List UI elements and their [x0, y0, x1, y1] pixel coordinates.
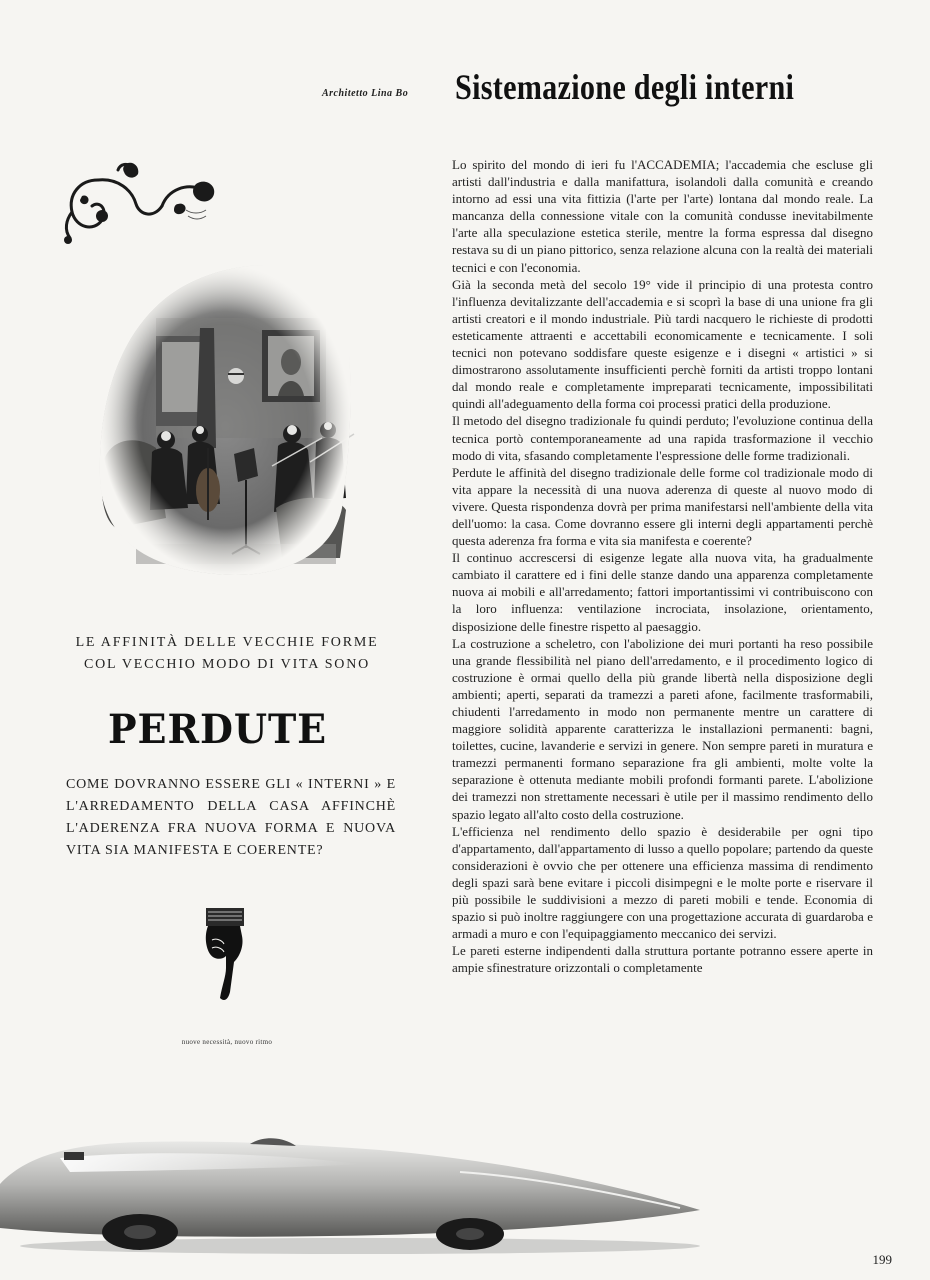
paragraph: Lo spirito del mondo di ieri fu l'ACCADEMIA; l'accademia che escluse gli artisti dall'industria e dalla manifattura, isolandoli dalla comunità e creando intorno ad essi una vita fittizia (l'arte per l'arte) lontana dal mondo reale. La mancanza della connessione vitale con la comunità condusse inevitabilmente l'arte alla speculazione estetica sterile, mentre la forma espressa dal disegno restava su di un piano pittorico, senza relazione alcuna con la realtà dei materiali tecnici e con l'economia.	[452, 157, 873, 275]
left-tagline-block	[58, 632, 396, 676]
page-number: 199	[872, 1252, 892, 1267]
paragraph: Perdute le affinità del disegno tradizionale delle forme col tradizionale modo di vita appare la necessità di una nuova aderenza di queste al nuovo modo di vivere. Questa rispondenza dovrà per prima manifestarsi nell'ambiente della vita dell'uomo: la casa. Come dovranno essere gli interni degli appartamenti perchè questa aderenza fra forma e vita sia manifesta e coerente?	[452, 464, 873, 549]
pointing-hand-icon	[200, 906, 250, 1002]
paragraph: Le pareti esterne indipendenti dalla struttura portante potranno essere aperte in ampie sfinestrature orizzontali o completamente	[452, 943, 873, 976]
article-title: Sistemazione degli interni	[455, 67, 795, 107]
author-byline: Architetto Lina Bo	[322, 88, 409, 99]
tagline-line-1: LE AFFINITÀ DELLE VECCHIE FORME	[75, 635, 379, 650]
article-body	[452, 156, 873, 977]
article-header	[0, 66, 930, 116]
paragraph: La costruzione a scheletro, con l'abolizione dei muri portanti ha reso possibile una grande flessibilità nel piano dell'arredamento, e il procedimento logico di costruzione è ormai quello della più grande libertà nella disposizione degli ambienti; aperti, separati da tramezzi a pareti afone, facilmente trasformabili, chiudenti l'arredamento in modo non permanente mentre un carattere di maggiore solidità apparente caratterizza le installazioni permanenti: bagni, toilettes, cucine, lavanderie e servizi in genere. Non sempre pareti in muratura e tramezzi permanenti formano separazione fra gli ambienti, molte volte la separazione è ottenuta mediante mobili profondi formanti parete. L'abolizione dei tramezzi non strettamente necessari è utile per il massimo rendimento dello spazio legato all'alto costo della costruzione.	[452, 635, 873, 822]
streamlined-car-illustration	[0, 1128, 720, 1260]
paragraph: Già la seconda metà del secolo 19° vide il principio di una protesta contro l'influenza devitalizzante dell'accademia e si scoprì la base di una unione fra gli artisti creatori e il mondo industriale. Più tardi nacquero le richieste di prodotti esteticamente attraenti e accettabili economicamente e tecnicamente. I soli tecnici non potevano soddisfare queste esigenze e i disegni « artistici » si dimostrarono assolutamente insufficienti perchè forniti da artisti troppo lontani dal mondo reale e completamente impreparati tecnicamente, impossibilitati quindi all'adeguamento della forma coi processi pratici della produzione.	[452, 276, 873, 412]
paragraph: Il metodo del disegno tradizionale fu quindi perduto; l'evoluzione continua della tecnica portò contemporaneamente ad una rapida trasformazione il vecchio modo di vita, sfasando completamente l'espressione delle forme tradizionali.	[452, 413, 873, 463]
question-text: COME DOVRANNO ESSERE GLI « INTERNI » E L'ARREDAMENTO DELLA CASA AFFINCHÈ L'ADERENZA FRA NUOVA FORMA E NUOVA VITA SIA MANIFESTA E COERENTE?	[66, 777, 396, 858]
tagline-line-2: COL VECCHIO MODO DI VITA SONO	[83, 657, 371, 672]
ornament-scroll-illustration	[58, 160, 220, 246]
photo-caption: nuove necessità, nuovo ritmo	[181, 1038, 273, 1046]
paragraph: Il continuo accrescersi di esigenze legate alla nuova vita, ha gradualmente cambiato il carattere ed i fini delle stanze dando una apparenza completamente nuova ai mobili e all'arredamento; fattori importantissimi vi contribuiscono con la loro influenza: ventilazione incrociata, insolazione, orientamento, disposizione delle finestre rispetto al paesaggio.	[452, 550, 873, 634]
headline-perdute: PERDUTE	[108, 706, 328, 753]
chamber-music-photo	[96, 258, 358, 580]
paragraph: L'efficienza nel rendimento dello spazio è desiderabile per ogni tipo d'appartamento, dall'appartamento di lusso a quello popolare; partendo da queste considerazioni è ovvio che per ottenere una efficienza massima di rendimento degli spazi sarà bene evitare i piccoli disimpegni e le molte porte e riservare il più possibile le suddivisioni a mezzo di pareti mobili e tende. Economia di spazio si può inoltre raggiungere con una progettazione accurata di guardaroba e armadi a muro e con l'equipaggiamento meccanico dei servizi.	[452, 823, 873, 942]
